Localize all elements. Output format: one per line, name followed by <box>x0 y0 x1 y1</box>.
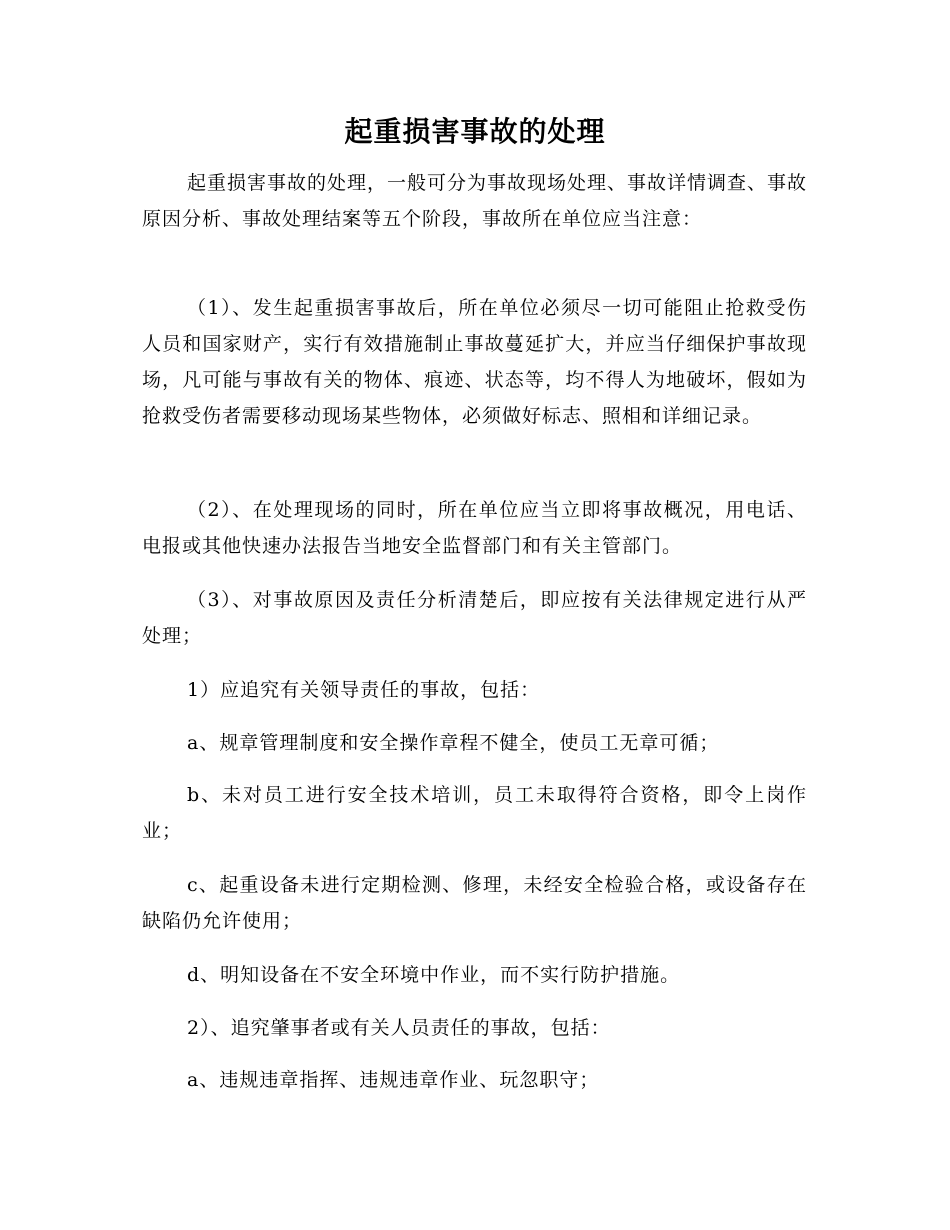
list-item-1a: a、规章管理制度和安全操作章程不健全，使员工无章可循； <box>187 732 720 754</box>
list-item-1d: d、明知设备在不安全环境中作业，而不实行防护措施。 <box>187 964 681 986</box>
list-item-1c: c、起重设备未进行定期检测、修理，未经安全检验合格，或设备存在缺陷仍允许使用； <box>142 874 807 932</box>
subsection-heading-1: 1）应追究有关领导责任的事故，包括： <box>187 679 541 701</box>
subsection-heading-2: 2）、追究肇事者或有关人员责任的事故，包括： <box>187 1017 611 1039</box>
list-item-2a: a、违规违章指挥、违规违章作业、玩忽职守； <box>187 1069 600 1091</box>
paragraph-item-2: （2）、在处理现场的同时，所在单位应当立即将事故概况，用电话、电报或其他快速办法报告当地安全监督部门和有关主管部门。 <box>142 499 807 557</box>
list-item-1b: b、未对员工进行安全技术培训，员工未取得符合资格，即令上岗作业； <box>142 784 807 842</box>
paragraph-item-1: （1）、发生起重损害事故后，所在单位必须尽一切可能阻止抢救受伤人员和国家财产，实行有效措施制止事故蔓延扩大，并应当仔细保护事故现场，凡可能与事故有关的物体、痕迹、状态等，均不得人为地破坏，假如为抢救受伤者需要移动现场某些物体，必须做好标志、照相和详细记录。 <box>142 297 807 427</box>
paragraph-item-3: （3）、对事故原因及责任分析清楚后，即应按有关法律规定进行从严处理； <box>142 589 807 647</box>
intro-paragraph: 起重损害事故的处理，一般可分为事故现场处理、事故详情调查、事故原因分析、事故处理结案等五个阶段，事故所在单位应当注意： <box>142 172 808 230</box>
document-title: 起重损害事故的处理 <box>344 115 606 148</box>
